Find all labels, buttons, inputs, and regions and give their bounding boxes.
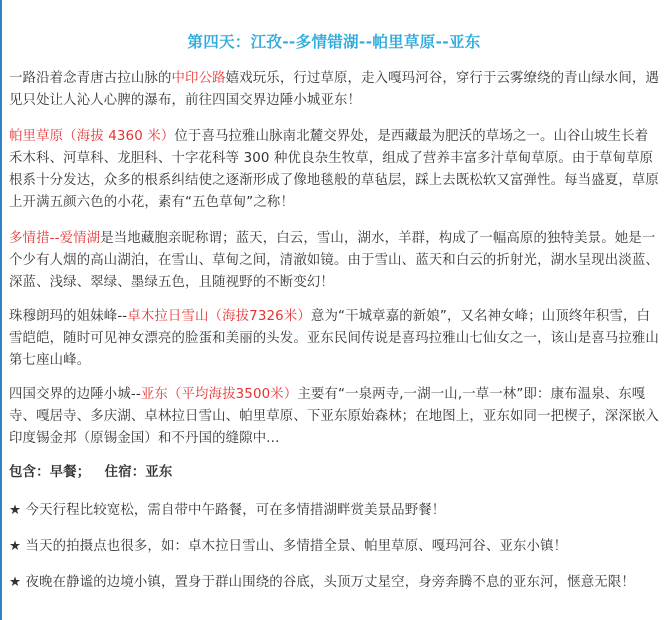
zhuomolari-highlight: 卓木拉日雪山（海拔7326米）: [127, 309, 311, 324]
duoqing-lake-highlight: 多情措--爱情湖: [9, 231, 101, 246]
intro-text-end: 嬉戏玩乐，行过草原，走入嘎玛河谷，穿行于云雾缭绕的青山绿水间，遇见只处让人沁人心脾的瀑布，前往四国交界边陲小城亚东！: [9, 71, 659, 108]
pali-grassland-text: 位于喜马拉雅山脉南北麓交界处，是西藏最为肥沃的草场之一。山谷山坡生长着禾木科、河草科、龙胆科、十字花科等 300 种优良杂生牧草，组成了营养丰富多汁草甸草原。由于草甸草原根系十分发达，众多的根系纠结使之逐渐形成了像地毯般的草毡层，踩上去既松软又富弹性。每当盛夏，草原上开满五颜六色的小花，素有“五色草甸”之称！: [9, 129, 659, 210]
day-title: 第四天：江孜--多情错湖--帕里草原--亚东: [187, 33, 481, 51]
tip-item: ★ 今天行程比较宽松，需自带中午路餐，可在多情措湖畔赏美景品野餐！: [9, 503, 446, 518]
intro-text-start: 一路沿着念青唐古拉山脉的: [9, 71, 172, 86]
tip-item: ★ 当天的拍摄点也很多，如：卓木拉日雪山、多情措全景、帕里草原、嘎玛河谷、亚东小镇！: [9, 539, 568, 554]
yadong-text-end: 主要有“一泉两寺,一湖一山,一草一林”即：康布温泉、东嘎寺、嘎居寺、多庆湖、卓林拉日雪山、帕里草原、下亚东原始森林；在地图上，亚东如同一把楔子，深深嵌入印度锡金邦（原锡金国）和不丹国的缝隙中...: [9, 387, 659, 446]
intro-paragraph: [9, 68, 659, 112]
duoqing-lake-text: 是当地藏胞亲昵称谓；蓝天，白云，雪山，湖水，羊群，构成了一幅高原的独特美景。她是一个少有人烟的高山湖泊，在雪山、草甸之间，清澈如镜。由于雪山、蓝天和白云的折射光，湖水呈现出淡蓝、深蓝、浅绿、翠绿、墨绿五色，且随视野的不断变幻！: [9, 231, 659, 290]
yadong-paragraph: [9, 384, 659, 450]
china-india-road-highlight: 中印公路: [171, 71, 226, 86]
zhuomolari-text-end: 意为“干城章嘉的新娘”，又名神女峰；山顶终年积雪，白雪皑皑，随时可见神女漂亮的脸蛋和美丽的头发。亚东民间传说是喜玛拉雅山七仙女之一，该山是喜马拉雅山第七座山峰。: [9, 309, 659, 368]
zhuomolari-paragraph: [9, 306, 659, 372]
itinerary-day-content: [9, 0, 659, 590]
yadong-highlight: 亚东（平均海拔3500米）: [140, 387, 298, 402]
zhuomolari-text-start: 珠穆朗玛的姐妹峰--: [9, 309, 128, 324]
pali-grassland-highlight: 帕里草原（海拔 4360 米）: [9, 129, 175, 144]
duoqing-lake-paragraph: [9, 228, 659, 294]
tip-item: ★ 夜晚在静谧的边境小镇，置身于群山围绕的谷底，头顶万丈星空，身旁奔腾不息的亚东河，惬意无限！: [9, 575, 635, 590]
meals-accommodation-line: 包含：早餐； 住宿：亚东: [9, 465, 173, 480]
yadong-text-start: 四国交界的边陲小城--: [9, 387, 141, 402]
pali-grassland-paragraph: [9, 126, 659, 214]
